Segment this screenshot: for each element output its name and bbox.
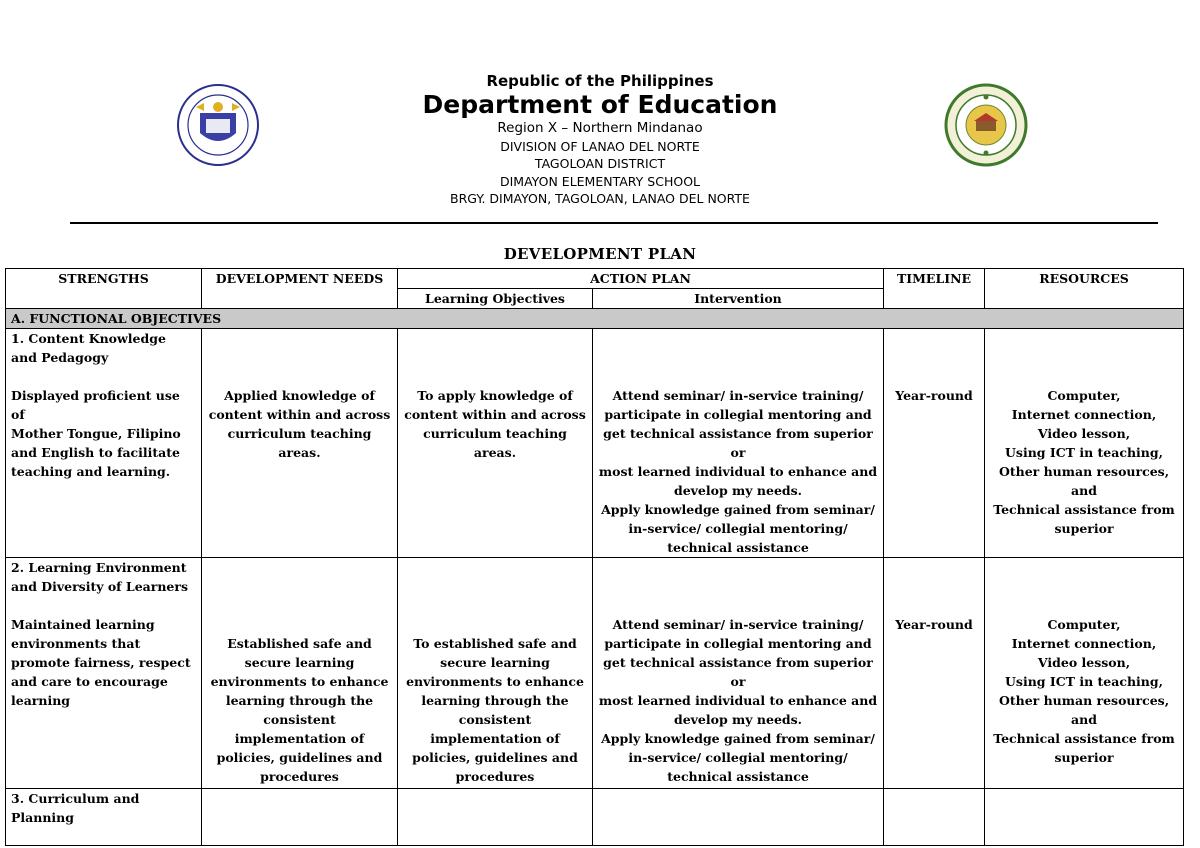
col-timeline: TIMELINE [884,269,985,309]
strength-text: Maintained learning environments that promote fairness, respect and care to encourage learning [11,617,191,708]
resources-cell: Computer, Internet connection, Video lesson, Using ICT in teaching, Other human resources, and Technical assistance from superior [985,329,1184,558]
region-line: Region X – Northern Mindanao [497,120,703,136]
section-row [6,309,1184,329]
table-row [6,558,1184,789]
competency-title: 3. Curriculum and Planning [11,791,140,825]
section-label: A. FUNCTIONAL OBJECTIVES [6,309,1184,329]
intervention-cell: Attend seminar/ in-service training/ participate in collegial mentoring and get technical assistance from superior or most learned individual to enhance and develop my needs. Apply knowledge gained from seminar/ in-service/ collegial mentoring/ technical assistance [593,558,884,789]
col-intervention: Intervention [593,289,884,309]
school-line: DIMAYON ELEMENTARY SCHOOL [500,173,700,189]
intervention-cell [593,789,884,846]
col-resources: RESOURCES [985,269,1184,309]
development-need-cell: Applied knowledge of content within and across curriculum teaching areas. [202,329,398,558]
strength-cell [6,558,202,789]
learning-objective-cell [398,789,593,846]
competency-title: 2. Learning Environment and Diversity of Learners [11,560,189,594]
department-heading: Department of Education [422,90,778,119]
strength-text: Displayed proficient use of Mother Tongue, Filipino and English to facilitate teaching and learning. [11,388,181,479]
competency-title: 1. Content Knowledge and Pedagogy [11,331,166,365]
republic-heading: Republic of the Philippines [486,72,714,90]
development-need-cell [202,789,398,846]
plan-title: DEVELOPMENT PLAN [503,245,697,263]
col-strengths: STRENGTHS [6,269,202,309]
header-divider [70,222,1158,224]
col-action-plan: ACTION PLAN [398,269,884,289]
col-learning-objectives: Learning Objectives [398,289,593,309]
timeline-cell: Year-round [884,558,985,789]
intervention-cell: Attend seminar/ in-service training/ participate in collegial mentoring and get technical assistance from superior or most learned individual to enhance and develop my needs. Apply knowledge gained from seminar/ in-service/ collegial mentoring/ technical assistance [593,329,884,558]
table-row [6,329,1184,558]
timeline-cell [884,789,985,846]
district-line: TAGOLOAN DISTRICT [534,156,666,171]
resources-cell [985,789,1184,846]
strength-cell [6,329,202,558]
table-row [6,789,1184,846]
learning-objective-cell: To established safe and secure learning environments to enhance learning through the consistent implementation of policies, guidelines and procedures [398,558,593,789]
development-need-cell: Established safe and secure learning environments to enhance learning through the consistent implementation of policies, guidelines and procedures [202,558,398,789]
resources-cell: Computer, Internet connection, Video lesson, Using ICT in teaching, Other human resources, and Technical assistance from superior [985,558,1184,789]
header-row [6,269,1184,289]
learning-objective-cell: To apply knowledge of content within and across curriculum teaching areas. [398,329,593,558]
timeline-cell: Year-round [884,329,985,558]
strength-cell [6,789,202,846]
division-line: DIVISION OF LANAO DEL NORTE [500,138,700,154]
col-development-needs: DEVELOPMENT NEEDS [202,269,398,309]
development-plan-table [5,268,1184,846]
letterhead [0,72,1200,208]
address-line: BRGY. DIMAYON, TAGOLOAN, LANAO DEL NORTE [450,191,750,206]
